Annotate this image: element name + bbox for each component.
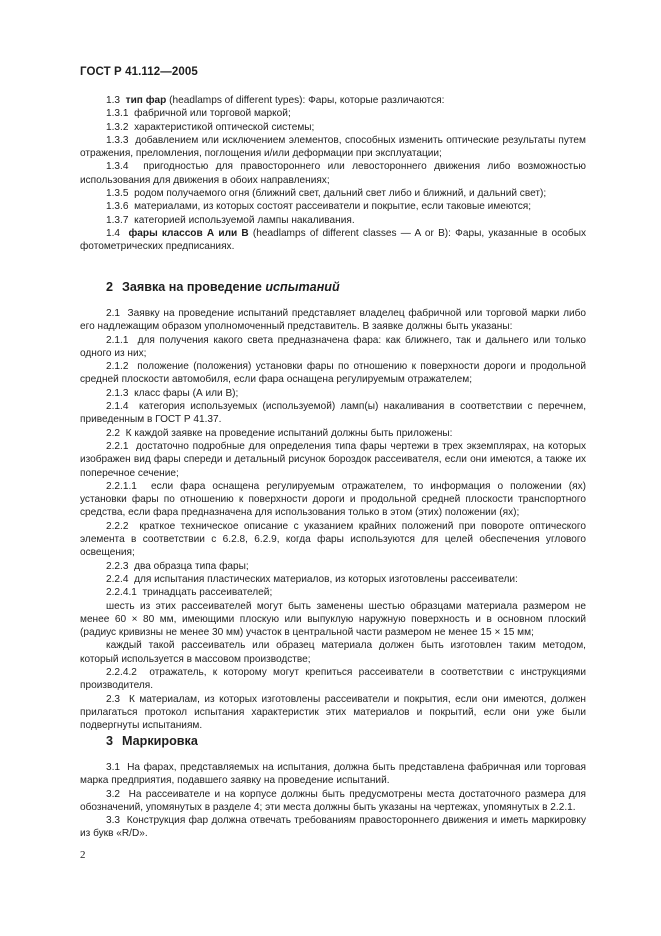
clause-2-2-1: 2.2.1 достаточно подробные для определения типа фары чертежи в трех экземплярах, на которых изображен вид фары спереди и детальный рисунок бороздок рассеивателя, если они имеются, а также их поперечное сечение; [80,440,586,479]
document-code-header: ГОСТ Р 41.112—2005 [80,66,198,78]
clause-1-3-1: 1.3.1 фабричной или торговой маркой; [106,108,291,120]
term: фары классов А или В [128,227,249,239]
clause-1-4: 1.4 фары классов А или В (headlamps of different classes — A or B): Фары, указанные в особых фотометрических предписаниях. [80,227,586,253]
clause-2-2-4-1: 2.2.4.1 тринадцать рассеивателей; [106,587,273,599]
clause-2-2-4-1-note-a: шесть из этих рассеивателей могут быть заменены шестью образцами материала размером не менее 60 × 80 мм, имеющими плоскую или выпуклую наружную поверхность и в основном плоский (радиус кривизны не менее 30 мм) участок в центральной части размером не менее 15 × 15 мм; [80,600,586,639]
clause-2-2: 2.2 К каждой заявке на проведение испытаний должны быть приложены: [106,427,453,439]
clause-2-1: 2.1 Заявку на проведение испытаний представляет владелец фабричной или торговой марки либо его надлежащим образом уполномоченный представитель. В заявке должны быть указаны: [80,308,587,333]
clause-2-2-2: 2.2.2 краткое техническое описание с указанием крайних положений при повороте оптического элемента в соответствии с 6.2.8, 6.2.9, когда фары используются для целей обеспечения углового освещения; [80,520,586,559]
clause-2-2-4-1-note-b: каждый такой рассеиватель или образец материала должен быть изготовлен таким методом, который используется в массовом производстве; [80,640,586,665]
page-number: 2 [80,849,86,861]
section-3-heading [80,734,586,748]
clause-3-1: 3.1 На фарах, представляемых на испытания, должна быть представлена фабричная или торговая марка предприятия, подавшего заявку на проведение испытаний. [80,762,586,787]
clause-3-3: 3.3 Конструкция фар должна отвечать требованиям правостороннего движения и иметь маркировку из букв «R/D». [80,815,586,840]
clause-1-3-2: 1.3.2 характеристикой оптической системы; [106,121,315,133]
clause-2-1-1: 2.1.1 для получения какого света предназначена фара: как ближнего, так и дальнего или только одного из них; [80,334,586,359]
section-2-body [80,307,586,733]
term: тип фар [125,95,167,106]
clause-2-2-4: 2.2.4 для испытания пластических материалов, из которых изготовлены рассеиватели: [106,573,518,585]
clause-1-3-6: 1.3.6 материалами, из которых состоят рассеиватели и покрытие, если таковые имеются; [106,201,532,213]
clause-1-3-3: 1.3.3 добавлением или исключением элементов, способных изменить оптические результаты путем отражения, преломления, поглощения и/или деформации при эксплуатации; [80,134,586,160]
section-3-body [80,761,586,841]
clause-2-2-4-2: 2.2.4.2 отражатель, к которому могут крепиться рассеиватели в соответствии с инструкциями производителя. [80,667,586,692]
section-heading: 2 Заявка на проведение испытаний [106,280,340,294]
clause-1-3-7: 1.3.7 категорией используемой лампы накаливания. [106,214,355,226]
clause-2-1-2: 2.1.2 положение (положения) установки фары по отношению к поверхности дороги и продольной средней плоскости автомобиля, если фара оснащена регулируемым отражателем; [80,361,586,386]
clause-2-1-3: 2.1.3 класс фары (А или В); [106,387,239,399]
section-2-heading [80,280,586,294]
section-heading: 3 Маркировка [106,734,198,748]
clause-3-2: 3.2 На рассеивателе и на корпусе должны быть предусмотрены места достаточного размера для обозначений, упомянутых в разделе 4; эти места должны быть указаны на чертежах, упомянутых в 2.2.1. [80,788,586,813]
clause-2-2-1-1: 2.2.1.1 если фара оснащена регулируемым отражателем, то информация о положении (ях) установки фары по отношению к поверхности дороги и продольной средней плоскости транспортного средства, если фара предназначена для использования только в этом (этих) положении (ях); [80,480,587,519]
clause-1-3: 1.3 тип фар (headlamps of different types): Фары, которые различаются: [106,95,445,106]
clause-2-1-4: 2.1.4 категория используемых (используемой) ламп(ы) накаливания в соответствии с перечнем, приведенным в ГОСТ Р 41.37. [80,401,587,426]
clause-1-3-4: 1.3.4 пригодностью для правостороннего или левостороннего движения либо возможностью использования для движения в обоих направлениях; [80,161,586,186]
clause-2-3: 2.3 К материалам, из которых изготовлены рассеиватели и покрытия, если они имеются, должен прилагаться протокол испытания характеристик этих материалов и покрытий, если они уже были подвергнуты испытаниям. [80,693,587,732]
section-1-continuation [80,94,586,254]
clause-1-3-5: 1.3.5 родом получаемого огня (ближний свет, дальний свет либо и ближний, и дальний свет); [106,188,547,200]
clause-2-2-3: 2.2.3 два образца типа фары; [106,560,249,572]
